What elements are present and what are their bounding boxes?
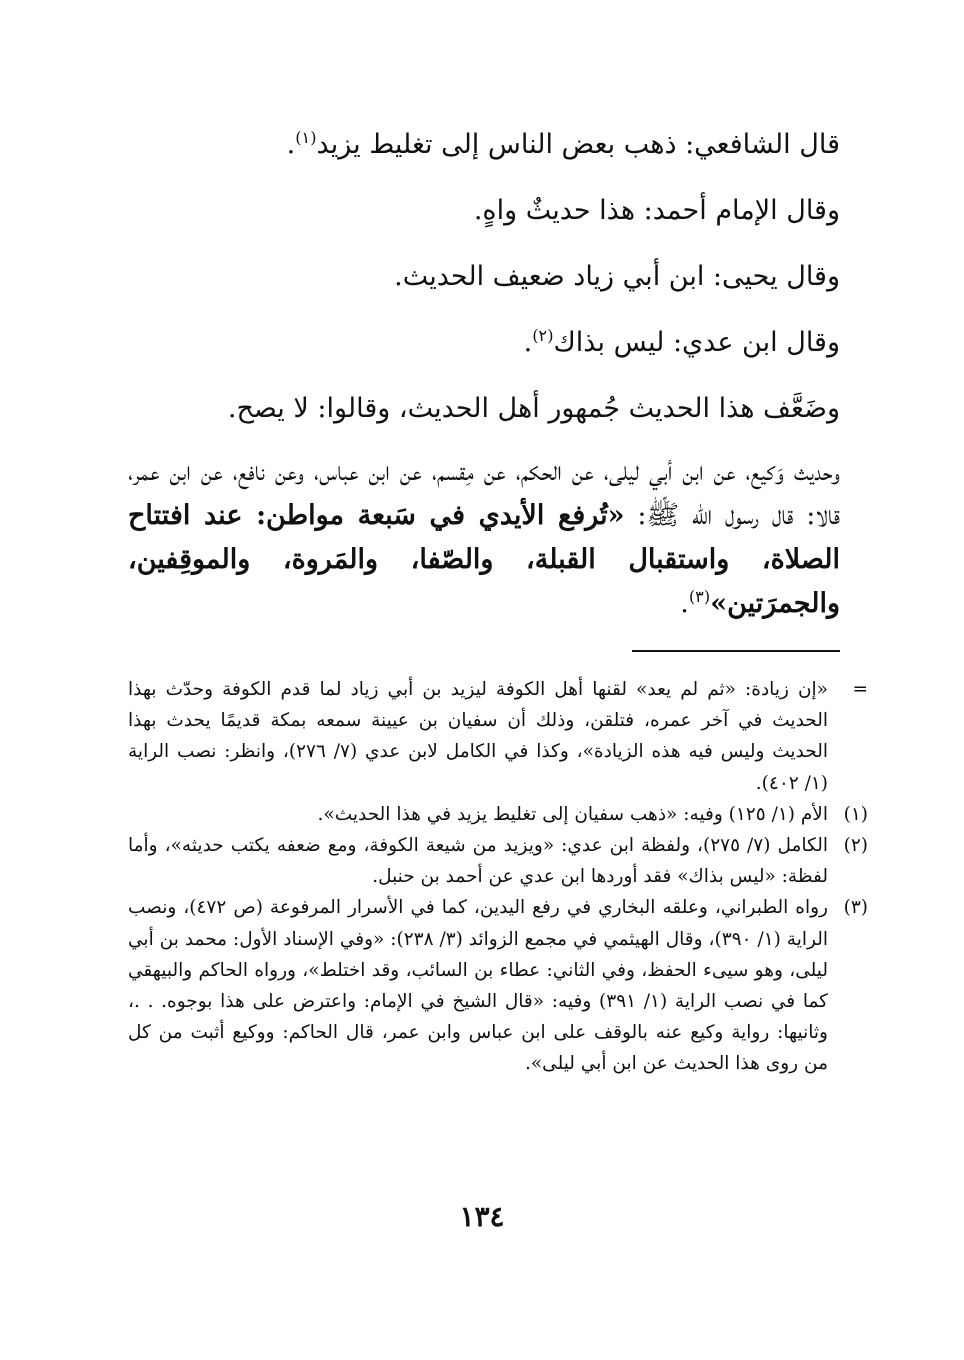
main-line-3 — [128, 244, 840, 310]
line-5-text: وضَعَّف هذا الحديث جُمهور أهل الحديث، وقالوا: لا يصح. — [227, 393, 840, 424]
hadith-quote: «تُرفع الأيدي في سَبعة مواطن: عند افتتاح الصلاة، واستقبال القبلة، والصّفا، والمَروة، والموقِفين، والجمرَتين» — [128, 500, 840, 619]
hadith-intro: وحديث وَكيع، عن ابن أبي ليلى، عن الحكم، عن مِقسم، عن ابن عباس، وعن نافع، عن ابن عمر، قالا: قال رسول الله ﷺ: — [128, 456, 841, 531]
main-line-4 — [128, 310, 840, 376]
line-1-end: . — [286, 129, 296, 160]
footnote-marker: (٢) — [843, 835, 868, 857]
footnote-text: الكامل (٧/ ٢٧٥)، ولفظة ابن عدي: «ويزيد من شيعة الكوفة، ومع ضعفه يكتب حديثه»، وأما لفظة: «ليس بذاك» فقد أوردها ابن عدي عن أحمد بن حنبل. — [128, 835, 828, 888]
hadith-paragraph — [128, 450, 840, 626]
line-4-end: . — [523, 327, 533, 358]
footnote-text: رواه الطبراني، وعلقه البخاري في رفع اليدين، كما في الأسرار المرفوعة (ص ٤٧٢)، ونصب الراية (١/ ٣٩٠)، وقال الهيثمي في مجمع الزوائد (٣/ ٢٣٨): «وفي الإسناد الأول: محمد بن أبي ليلى، وهو سيىء الحفظ، وفي الثاني: عطاء بن السائب، وقد اختلط»، ورواه الحاكم والبيهقي كما في نصب الراية (١/ ٣٩١) وفيه: «قال الشيخ في الإمام: واعترض على هذا بوجوه. . .، وثانيها: رواية وكيع عنه بالوقف على ابن عباس وابن عمر، قال الحاكم: ووكيع أثبت من كل من روى هذا الحديث عن ابن أبي ليلى». — [128, 897, 828, 1075]
footnote-marker: (٣) — [843, 897, 868, 919]
main-line-5 — [128, 376, 840, 442]
hadith-end: . — [680, 588, 689, 619]
footnote-marker: = — [852, 679, 868, 700]
footnote-continued — [128, 674, 868, 799]
line-2-text: وقال الإمام أحمد: هذا حديثٌ واهٍ. — [473, 195, 840, 226]
line-4-text: وقال ابن عدي: ليس بذاك — [553, 327, 840, 358]
page-number: ١٣٤ — [459, 1200, 505, 1233]
line-1-text: قال الشافعي: ذهب بعض الناس إلى تغليط يزيد — [316, 129, 840, 160]
line-3-text: وقال يحيى: ابن أبي زياد ضعيف الحديث. — [394, 261, 840, 292]
footnote-1 — [128, 799, 868, 830]
footnote-separator — [632, 650, 840, 652]
main-line-1 — [128, 112, 840, 178]
main-line-2 — [128, 178, 840, 244]
main-text — [128, 112, 840, 626]
footnote-text: الأم (١/ ١٢٥) وفيه: «ذهب سفيان إلى تغليط يزيد في هذا الحديث». — [317, 803, 828, 825]
footnotes — [128, 674, 868, 1080]
footnote-ref-3[interactable]: (٣) — [688, 587, 711, 606]
footnote-2 — [128, 830, 868, 892]
footnote-marker: (١) — [843, 803, 868, 825]
footnote-text: «إن زيادة: «ثم لم يعد» لقنها أهل الكوفة ليزيد بن أبي زياد لما قدم الكوفة وحدّث بهذا الحديث في آخر عمره، فتلقن، وذلك أن سفيان بن عيينة سمعه بمكة قديمًا يحدث بهذا الحديث وليس فيه هذه الزيادة»، وكذا في الكامل لابن عدي (٧/ ٢٧٦)، وانظر: نصب الراية (١/ ٤٠٢). — [128, 679, 828, 794]
footnote-3 — [128, 892, 868, 1079]
footnote-ref-2[interactable]: (٢) — [532, 326, 554, 345]
footnote-ref-1[interactable]: (١) — [295, 128, 317, 147]
